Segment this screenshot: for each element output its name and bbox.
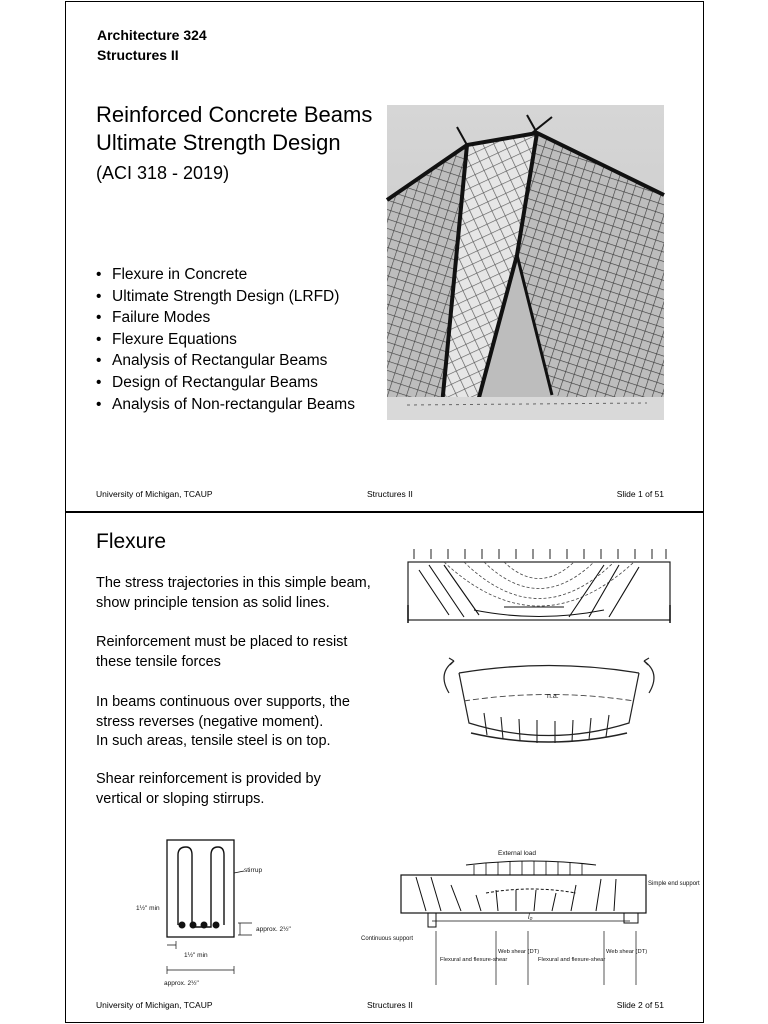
rebar-cage-photo (387, 105, 664, 420)
paragraph-continuous-beams (96, 693, 416, 752)
stirrup-section-diagram (136, 835, 361, 995)
stress-trajectory-diagram (404, 545, 676, 625)
text-line: In beams continuous over supports, the (96, 694, 350, 710)
topic-item: • Failure Modes (96, 307, 355, 329)
text-line: show principle tension as solid lines. (96, 594, 330, 611)
topic-item: • Flexure in Concrete (96, 264, 355, 286)
bar-spacing-label: 1½" min (184, 952, 208, 959)
zone-web-shear-left: Web shear (DT) (498, 949, 540, 955)
topic-item: • Analysis of Rectangular Beams (96, 350, 355, 372)
course-number: Architecture 324 (97, 27, 207, 43)
external-load-label: External load (498, 850, 536, 857)
zone-flexural-left: Flexural and flexure-shear (440, 957, 508, 963)
footer-course: Structures II (367, 489, 413, 499)
beam-crack-zones-diagram (356, 835, 700, 995)
span-label: l₀ (528, 914, 533, 921)
slide-1 (65, 1, 704, 512)
text-line: Shear reinforcement is provided by (96, 771, 321, 787)
topic-item: • Analysis of Non-rectangular Beams (96, 394, 355, 416)
footer-course: Structures II (367, 1000, 413, 1010)
slide-title: Flexure (96, 530, 167, 553)
slide-title (96, 101, 372, 157)
text-line: The stress trajectories in this simple beam, (96, 575, 371, 591)
footer-institution: University of Michigan, TCAUP (96, 1000, 213, 1010)
continuous-support-label: Continuous support (361, 936, 414, 942)
approx-depth-label: approx. 2½" (256, 926, 291, 933)
zone-flexural-mid: Flexural and flexure-shear (538, 957, 606, 963)
text-line: vertical or sloping stirrups. (96, 790, 265, 807)
zone-web-shear-right: Web shear (DT) (606, 949, 648, 955)
topic-item: • Flexure Equations (96, 329, 355, 351)
slide-2 (65, 512, 704, 1023)
slide-subtitle: (ACI 318 - 2019) (96, 163, 230, 183)
simple-support-label: Simple end support (648, 881, 700, 887)
topic-item: • Design of Rectangular Beams (96, 372, 355, 394)
paragraph-reinforcement (96, 633, 416, 672)
topic-item: • Ultimate Strength Design (LRFD) (96, 286, 355, 308)
text-line: In such areas, tensile steel is on top. (96, 733, 331, 749)
footer-institution: University of Michigan, TCAUP (96, 489, 213, 499)
load-arrows (414, 549, 666, 559)
neutral-axis-label: n.a. (547, 693, 559, 700)
cracked-beam-diagram (429, 653, 669, 753)
paragraph-shear-reinforcement (96, 770, 416, 809)
title-line-1: Reinforced Concrete Beams (96, 102, 373, 127)
paragraph-stress-trajectories (96, 574, 416, 613)
text-line: Reinforcement must be placed to resist (96, 634, 348, 650)
footer-slide-number: Slide 1 of 51 (616, 489, 664, 499)
course-header (97, 25, 207, 65)
footer-slide-number: Slide 2 of 51 (616, 1000, 664, 1010)
topic-list (96, 264, 355, 415)
text-line: these tensile forces (96, 653, 221, 670)
title-line-2: Ultimate Strength Design (96, 130, 341, 155)
cover-min-label: 1½" min (136, 905, 160, 912)
text-line: stress reverses (negative moment). (96, 713, 324, 730)
approx-width-label: approx. 2½" (164, 980, 199, 987)
stirrup-label: stirrup (244, 867, 263, 874)
course-name: Structures II (97, 47, 179, 63)
